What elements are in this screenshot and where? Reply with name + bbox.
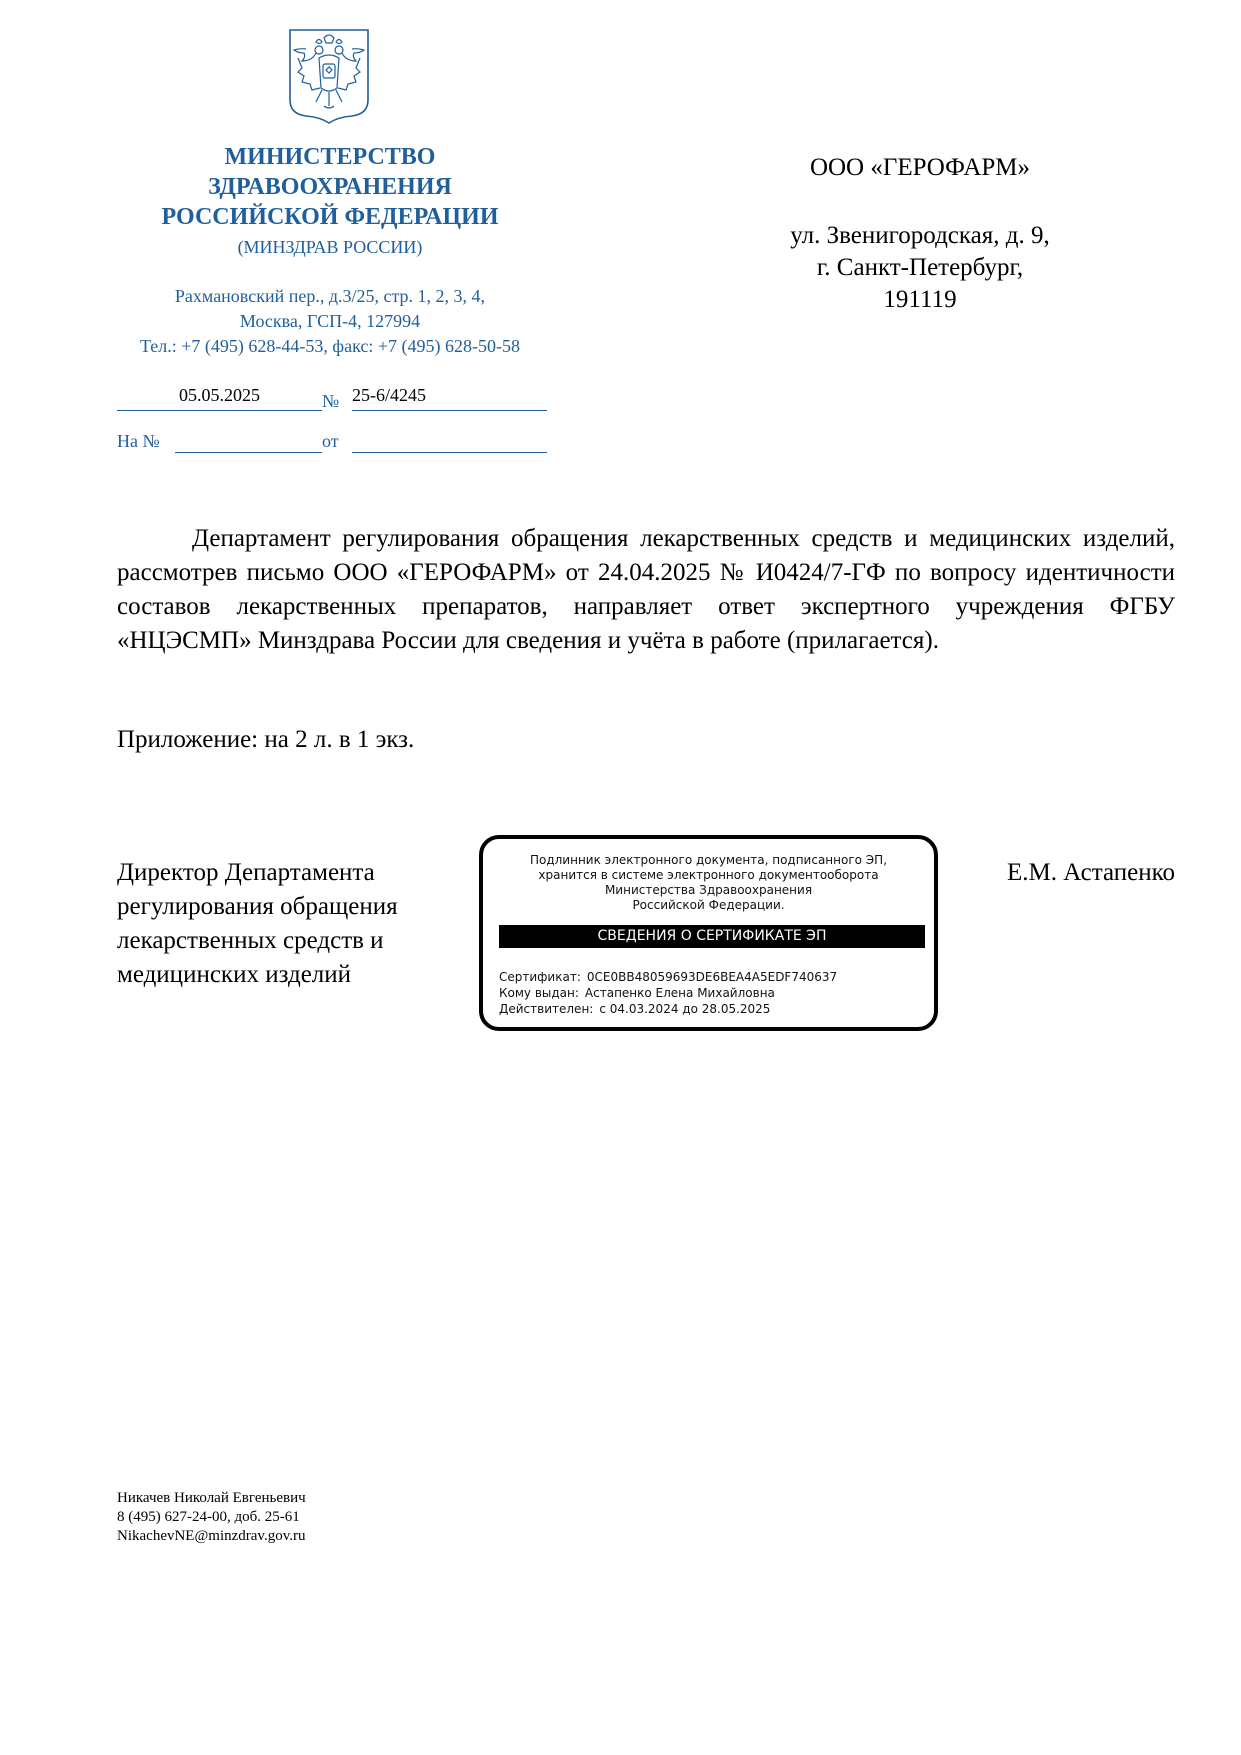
address-line: Москва, ГСП-4, 127994 xyxy=(239,311,421,331)
stamp-details xyxy=(499,969,919,1017)
recipient-address-line: ул. Звенигородская, д. 9, xyxy=(790,222,1050,249)
attachment-note: Приложение: на 2 л. в 1 экз. xyxy=(117,726,415,753)
letter-body xyxy=(117,522,1175,658)
stamp-header-line: Российской Федерации. xyxy=(632,898,785,912)
reference-date-line xyxy=(352,452,547,453)
ministry-short-name: (МИНЗДРАВ РОССИИ) xyxy=(237,237,423,257)
registration-date-line xyxy=(117,410,322,411)
ministry-address xyxy=(100,284,560,359)
body-paragraph: Департамент регулирования обращения лекарственных средств и медицинских изделий, рассмотрев письмо ООО «ГЕРОФАРМ» от 24.04.2025 № И0424/7-ГФ по вопросу идентичности составов лекарственных препаратов, направляет ответ экспертного учреждения ФГБУ «НЦЭСМП» Минздрава России для сведения и учёта в работе (прилагается). xyxy=(117,525,1175,654)
registration-number-line xyxy=(352,410,547,411)
issued-to-row xyxy=(499,985,919,1001)
reference-number-line xyxy=(175,452,322,453)
russian-coat-of-arms-icon xyxy=(286,28,372,124)
ministry-title-line: МИНИСТЕРСТВО xyxy=(224,144,436,170)
reference-from-label: от xyxy=(322,431,339,451)
stamp-header xyxy=(493,853,924,913)
stamp-header-line: хранится в системе электронного документооборота xyxy=(538,868,879,882)
ministry-title xyxy=(110,142,550,232)
recipient-address-line: 191119 xyxy=(883,286,957,313)
reference-number-label: На № xyxy=(117,431,160,451)
valid-label: Действителен: xyxy=(499,1002,594,1016)
signer-position-line: Директор Департамента xyxy=(117,859,375,886)
stamp-certificate-title: СВЕДЕНИЯ О СЕРТИФИКАТЕ ЭП xyxy=(499,925,925,948)
stamp-header-line: Подлинник электронного документа, подписанного ЭП, xyxy=(529,853,888,867)
contact-line: Тел.: +7 (495) 628-44-53, факс: +7 (495) 628-50-58 xyxy=(140,336,520,356)
registration-number: 25-6/4245 xyxy=(352,385,426,405)
signer-name: Е.М. Астапенко xyxy=(1006,859,1175,886)
valid-value: с 04.03.2024 до 28.05.2025 xyxy=(599,1002,771,1016)
recipient-address xyxy=(720,220,1120,316)
issued-to-value: Астапенко Елена Михайловна xyxy=(584,986,775,1000)
valid-row xyxy=(499,1001,919,1017)
signer-position-line: медицинских изделий xyxy=(117,961,352,988)
ministry-title-line: РОССИЙСКОЙ ФЕДЕРАЦИИ xyxy=(161,204,499,230)
address-line: Рахмановский пер., д.3/25, стр. 1, 2, 3, 4, xyxy=(174,286,486,306)
electronic-signature-stamp xyxy=(479,835,938,1031)
recipient-company: ООО «ГЕРОФАРМ» xyxy=(809,154,1031,181)
ministry-title-line: ЗДРАВООХРАНЕНИЯ xyxy=(208,174,452,200)
signer-position-line: регулирования обращения xyxy=(117,893,398,920)
signer-position-line: лекарственных средств и xyxy=(117,927,384,954)
recipient-address-line: г. Санкт-Петербург, xyxy=(816,254,1024,281)
executor-email: NikachevNE@minzdrav.gov.ru xyxy=(117,1528,306,1544)
registration-date: 05.05.2025 xyxy=(179,385,260,405)
executor-phone: 8 (495) 627-24-00, доб. 25-61 xyxy=(117,1509,300,1525)
issued-to-label: Кому выдан: xyxy=(499,986,579,1000)
stamp-header-line: Министерства Здравоохранения xyxy=(604,883,813,897)
certificate-label: Сертификат: xyxy=(499,970,581,984)
certificate-row xyxy=(499,969,919,985)
executor-contact xyxy=(117,1489,306,1546)
signer-position xyxy=(117,856,477,992)
certificate-value: 0CE0BB48059693DE6BEA4A5EDF740637 xyxy=(586,970,838,984)
registration-number-label: № xyxy=(322,391,340,411)
executor-name: Никачев Николай Евгеньевич xyxy=(117,1490,306,1506)
